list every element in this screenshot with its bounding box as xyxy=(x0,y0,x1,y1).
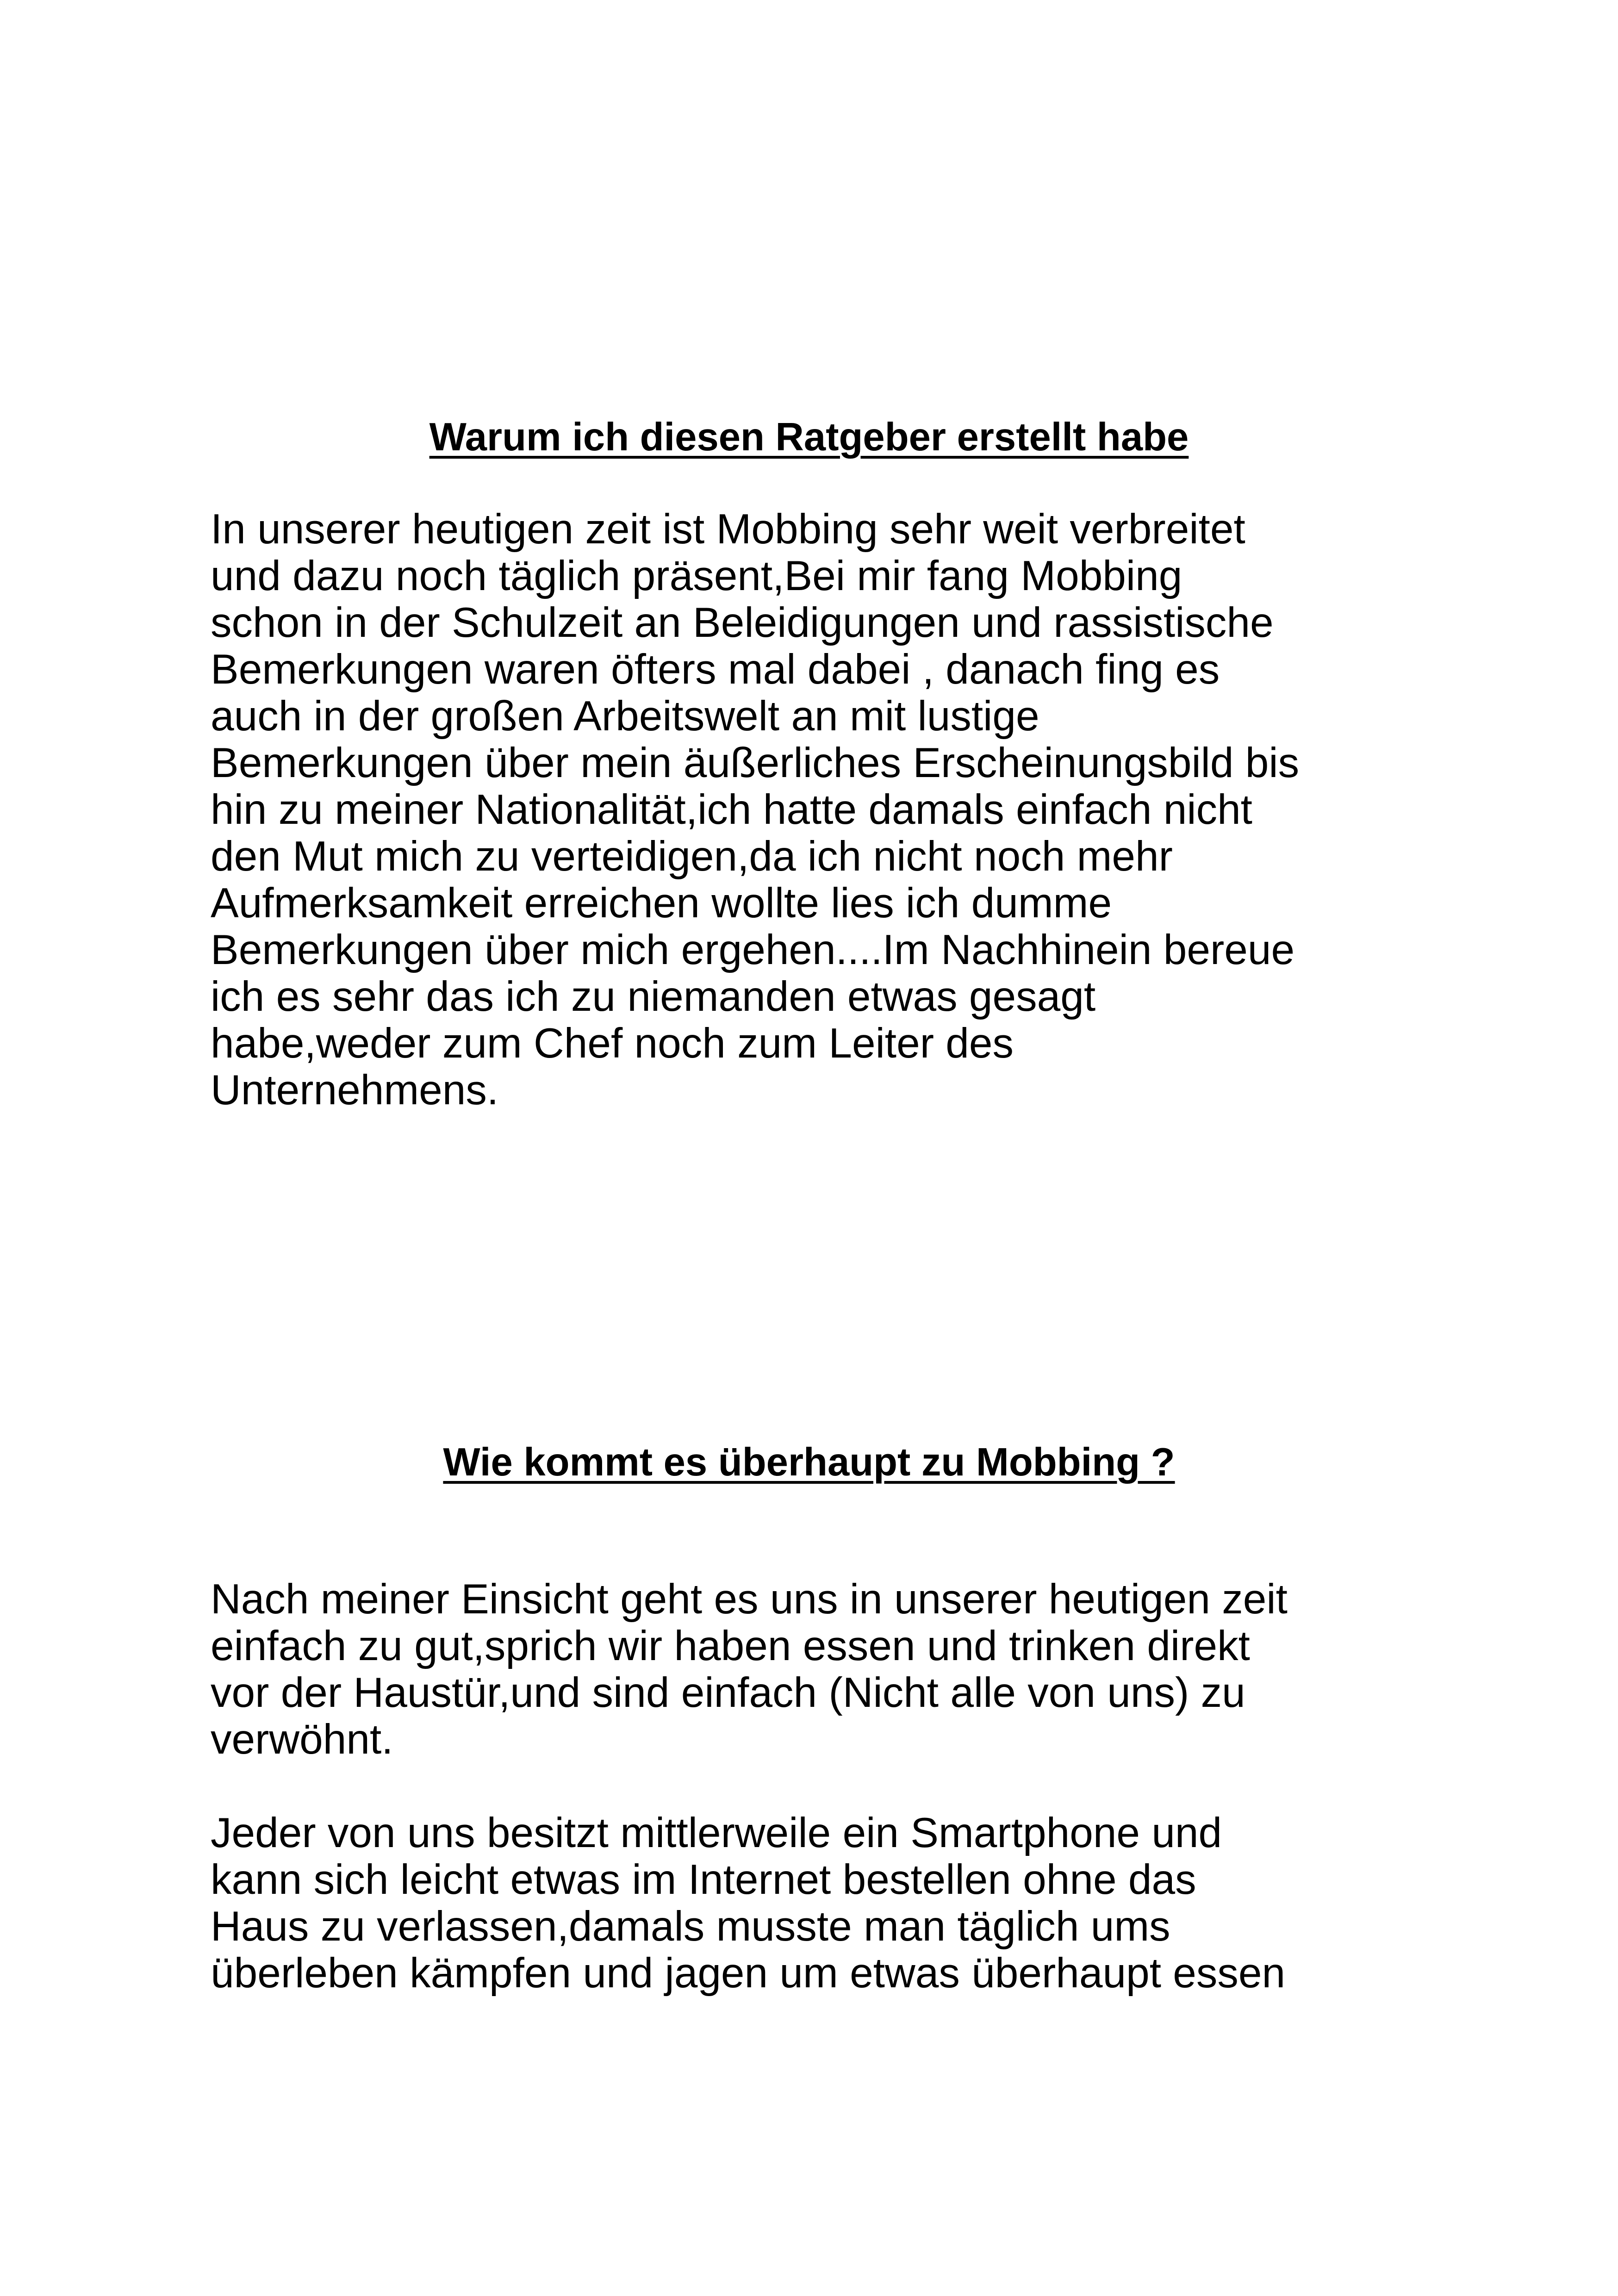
heading-why-guide: Warum ich diesen Ratgeber erstellt habe xyxy=(429,415,1189,459)
text-line: vor der Haustür,und sind einfach (Nicht alle von uns) zu xyxy=(211,1669,1245,1716)
text-line: kann sich leicht etwas im Internet bestellen ohne das xyxy=(211,1856,1196,1903)
heading-how-mobbing-happens: Wie kommt es überhaupt zu Mobbing ? xyxy=(443,1440,1175,1484)
text-line: überleben kämpfen und jagen um etwas überhaupt essen xyxy=(211,1950,1286,1997)
text-line: habe,weder zum Chef noch zum Leiter des xyxy=(211,1020,1014,1067)
text-line: auch in der großen Arbeitswelt an mit lustige xyxy=(211,693,1039,740)
text-line: In unserer heutigen zeit ist Mobbing sehr weit verbreitet xyxy=(211,506,1245,553)
paragraph-insight xyxy=(211,1576,1460,1763)
text-line: einfach zu gut,sprich wir haben essen und trinken direkt xyxy=(211,1623,1250,1669)
text-line: Haus zu verlassen,damals musste man täglich ums xyxy=(211,1903,1170,1950)
text-line: Aufmerksamkeit erreichen wollte lies ich dumme xyxy=(211,880,1112,927)
text-line: Nach meiner Einsicht geht es uns in unserer heutigen zeit xyxy=(211,1576,1288,1623)
text-line: Bemerkungen über mein äußerliches Erscheinungsbild bis xyxy=(211,740,1300,786)
text-line: hin zu meiner Nationalität,ich hatte damals einfach nicht xyxy=(211,786,1252,833)
text-line: Jeder von uns besitzt mittlerweile ein Smartphone und xyxy=(211,1810,1222,1856)
text-line: ich es sehr das ich zu niemanden etwas gesagt xyxy=(211,973,1096,1020)
text-line: schon in der Schulzeit an Beleidigungen und rassistische xyxy=(211,599,1274,646)
paragraph-why-guide xyxy=(211,506,1460,1114)
text-line: und dazu noch täglich präsent,Bei mir fang Mobbing xyxy=(211,553,1182,599)
text-line: den Mut mich zu verteidigen,da ich nicht noch mehr xyxy=(211,833,1173,880)
text-line: Unternehmens. xyxy=(211,1067,499,1114)
text-line: Bemerkungen waren öfters mal dabei , danach fing es xyxy=(211,646,1220,693)
text-line: Bemerkungen über mich ergehen....Im Nachhinein bereue xyxy=(211,927,1295,973)
text-line: verwöhnt. xyxy=(211,1716,393,1763)
paragraph-smartphone xyxy=(211,1810,1460,1997)
